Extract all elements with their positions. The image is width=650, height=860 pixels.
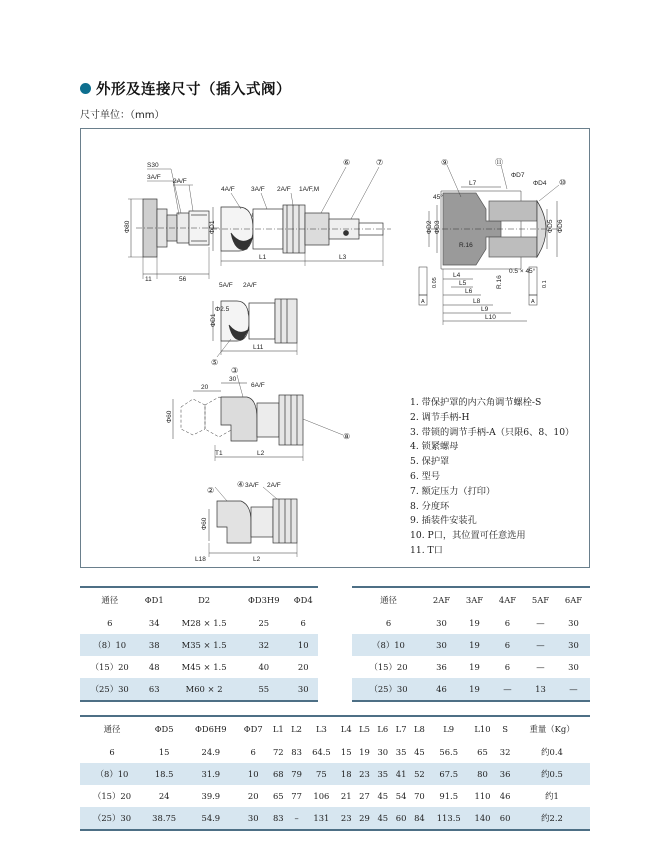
- table-cell: 55: [239, 678, 288, 701]
- callout-11: ⑪: [495, 158, 503, 167]
- table-header-cell: 3AF: [458, 587, 491, 612]
- table-cell: 15: [340, 747, 352, 757]
- callout-4: ④: [237, 480, 245, 489]
- legend-item: 7. 额定压力（打印）: [410, 485, 496, 497]
- table-cell: 45: [377, 791, 389, 801]
- table-cell: 39.9: [201, 791, 221, 801]
- table-header-cell: ΦD5: [144, 716, 184, 741]
- cavity-section-view: [419, 165, 561, 325]
- table-header-row: [352, 587, 590, 612]
- table-cell: （8）10: [80, 634, 139, 656]
- table-cell: 35: [374, 763, 392, 785]
- table-cell: 19: [359, 747, 370, 757]
- table-cell: 约0.4: [541, 747, 563, 757]
- callout-9: ⑨: [441, 158, 449, 167]
- table-row: [80, 741, 590, 763]
- table-cell: 38: [139, 634, 169, 656]
- title-row: [80, 78, 291, 99]
- table-cell: 19: [458, 634, 491, 656]
- bullet-dot-icon: [80, 83, 91, 94]
- label-l7: L7: [469, 180, 477, 187]
- table-header-cell: S: [496, 716, 514, 741]
- table-header-cell: L6: [374, 716, 392, 741]
- table-cell: （25）30: [80, 807, 144, 830]
- table-cell: 110: [474, 791, 491, 801]
- table-cell: 38.75: [144, 807, 184, 830]
- table-cell: 30: [425, 634, 458, 656]
- legend-item: 8. 分度环: [410, 500, 450, 512]
- table-cell: 56.5: [439, 747, 459, 757]
- label-l3: L3: [339, 254, 347, 261]
- label-6af: 6A/F: [251, 382, 265, 389]
- table-cell: 41: [392, 763, 410, 785]
- table-row: [352, 634, 590, 656]
- table-cell: （15）20: [90, 662, 129, 672]
- table-header-cell: L8: [410, 716, 428, 741]
- table-header-cell: 4AF: [491, 587, 524, 612]
- label-2af-b: 2A/F: [277, 186, 291, 193]
- label-tol-a: A: [421, 299, 425, 305]
- table-cell: 60: [392, 807, 410, 830]
- table-cell: 13: [524, 678, 557, 701]
- dimension-table-1: [80, 586, 318, 702]
- table-cell: 20: [247, 791, 259, 801]
- table-row: [352, 656, 590, 678]
- label-phi25: Φ2.5: [215, 306, 230, 313]
- legend-item: 5. 保护罩: [410, 456, 450, 468]
- table-cell: 131: [306, 807, 337, 830]
- unit-label: 尺寸单位：（mm）: [80, 110, 165, 121]
- label-tol-a2: A: [531, 299, 535, 305]
- table-cell: 19: [469, 662, 480, 672]
- table-cell: 31.9: [184, 763, 237, 785]
- table-cell: 54: [395, 791, 407, 801]
- label-l1: L1: [259, 254, 267, 261]
- table-cell: –: [287, 807, 305, 830]
- table-cell: —: [491, 678, 524, 701]
- table-cell: 34: [148, 618, 160, 628]
- label-phid5: ΦD5: [547, 219, 554, 233]
- table-cell: 140: [469, 807, 496, 830]
- callout-8: ⑧: [343, 432, 351, 441]
- table-header-cell: L10: [469, 716, 496, 741]
- table-cell: 10: [288, 634, 318, 656]
- table-cell: 32: [499, 747, 511, 757]
- table-cell: （25）30: [352, 678, 425, 701]
- label-3af-b: 3A/F: [251, 186, 265, 193]
- table-header-cell: 6AF: [557, 587, 590, 612]
- table-cell: （8）10: [80, 763, 144, 785]
- label-phi60-b: Φ60: [201, 517, 208, 530]
- table-header-cell: L7: [392, 716, 410, 741]
- table-cell: 70: [414, 791, 425, 801]
- parts-legend: [410, 396, 574, 559]
- callout-3: ③: [231, 366, 239, 375]
- label-5af: 5A/F: [219, 282, 233, 289]
- label-56: 56: [179, 276, 187, 283]
- table-cell: 21: [340, 791, 352, 801]
- table-cell: 29: [355, 807, 373, 830]
- table-cell: 约0.5: [514, 763, 590, 785]
- callout-2: ②: [207, 486, 215, 495]
- table-cell: 83: [291, 747, 302, 757]
- legend-item: 2. 调节手柄-H: [410, 411, 470, 423]
- table-row: [352, 678, 590, 701]
- label-r16b: R.16: [496, 275, 503, 289]
- table-cell: —: [524, 634, 557, 656]
- label-phid7: ΦD7: [511, 172, 525, 179]
- table-header-cell: 通径: [80, 587, 139, 612]
- page-title: 外形及连接尺寸（插入式阀）: [96, 82, 291, 98]
- table-header-cell: 通径: [80, 716, 144, 741]
- table-header-cell: L9: [429, 716, 469, 741]
- legend-item: 3. 带锁的调节手柄-A（只限6、8、10）: [410, 426, 575, 438]
- table-cell: —: [557, 678, 590, 701]
- label-phi60: Φ60: [166, 410, 173, 423]
- table-cell: 18: [337, 763, 355, 785]
- table-cell: 约1: [545, 791, 559, 801]
- table-cell: 6: [109, 747, 115, 757]
- callout-10: ⑩: [559, 178, 567, 187]
- table-cell: 91.5: [439, 791, 459, 801]
- label-45deg: 45°: [433, 194, 443, 201]
- table-header-cell: 2AF: [425, 587, 458, 612]
- legend-item: 11. T口: [410, 544, 443, 556]
- label-l8: L8: [473, 298, 481, 305]
- table-cell: 52: [410, 763, 428, 785]
- table-cell: 106: [313, 791, 330, 801]
- label-chamfer: 0.5 × 45°: [509, 268, 536, 275]
- label-3af-c: 3A/F: [245, 482, 259, 489]
- label-l18: L18: [195, 556, 206, 563]
- table-cell: （8）10: [352, 634, 425, 656]
- table-cell: 30: [237, 807, 269, 830]
- callout-5: ⑤: [211, 358, 219, 367]
- table-cell: 6: [250, 747, 256, 757]
- knob-handle-view: [209, 487, 297, 557]
- table-header-row: [80, 716, 590, 741]
- table-cell: 30: [568, 618, 579, 628]
- table-header-cell: D2: [169, 587, 239, 612]
- table-cell: 6: [107, 618, 113, 628]
- label-phid1: ΦD1: [209, 220, 216, 234]
- table-header-row: [80, 587, 318, 612]
- table-cell: 6: [491, 634, 524, 656]
- table-row: [80, 785, 590, 807]
- label-s30: S30: [147, 162, 159, 169]
- table-cell: 27: [359, 791, 370, 801]
- table-cell: 40: [258, 662, 270, 672]
- table-cell: 75: [306, 763, 337, 785]
- label-3af: 3A/F: [147, 174, 161, 181]
- table-cell: 18.5: [144, 763, 184, 785]
- table-cell: 80: [469, 763, 496, 785]
- flange-side-view: [128, 169, 221, 279]
- table-header-cell: L4: [337, 716, 355, 741]
- table-cell: 约2.2: [514, 807, 590, 830]
- valve-main-view: [211, 167, 391, 266]
- legend-item: 1. 带保护罩的内六角调节螺栓-S: [410, 397, 542, 408]
- label-tol-005: 0.05: [432, 277, 438, 288]
- callout-7: ⑦: [376, 158, 384, 167]
- table-cell: 30: [568, 662, 579, 672]
- table-cell: 6: [504, 618, 511, 628]
- table-cell: 30: [557, 634, 590, 656]
- table-cell: 20: [297, 662, 309, 672]
- table-cell: 46: [499, 791, 511, 801]
- label-2af-c: 2A/F: [243, 282, 257, 289]
- table-cell: 24: [158, 791, 170, 801]
- table-header-cell: ΦD6H9: [184, 716, 237, 741]
- table-cell: 65: [477, 747, 488, 757]
- legend-item: 4. 锁紧螺母: [410, 441, 459, 453]
- table-header-cell: ΦD7: [237, 716, 269, 741]
- table-cell: 23: [337, 807, 355, 830]
- table-cell: 77: [291, 791, 302, 801]
- table-cell: M28 × 1.5: [181, 618, 227, 628]
- table-row: [352, 612, 590, 634]
- label-l11: L11: [253, 344, 264, 351]
- table-cell: 45: [374, 807, 392, 830]
- label-30: 30: [229, 376, 237, 383]
- label-l2: L2: [257, 450, 265, 457]
- table-row: [80, 634, 318, 656]
- table-cell: 25: [258, 618, 270, 628]
- table-row: [80, 763, 590, 785]
- table-cell: 83: [269, 807, 287, 830]
- table-cell: —: [536, 662, 545, 672]
- table-cell: （25）30: [80, 678, 139, 701]
- table-cell: 36: [436, 662, 447, 672]
- dimension-table-2: [352, 586, 590, 702]
- table-header-cell: 5AF: [524, 587, 557, 612]
- table-cell: 67.5: [429, 763, 469, 785]
- label-11: 11: [145, 276, 152, 283]
- table-cell: 35: [395, 747, 407, 757]
- table-cell: 30: [377, 747, 389, 757]
- label-l2-b: L2: [253, 556, 261, 563]
- label-phi80: Φ80: [124, 220, 131, 233]
- table-cell: 46: [425, 678, 458, 701]
- table-cell: M45 × 1.5: [181, 662, 227, 672]
- label-20: 20: [201, 384, 209, 391]
- label-tol-01: 0.1: [542, 280, 548, 288]
- legend-item: 6. 型号: [410, 470, 441, 482]
- table-cell: 68: [269, 763, 287, 785]
- label-2af-d: 2A/F: [267, 482, 281, 489]
- table-row: [80, 678, 318, 701]
- table-header-cell: L1: [269, 716, 287, 741]
- table-cell: 6: [385, 618, 392, 628]
- table-cell: 45: [414, 747, 425, 757]
- table-cell: 30: [436, 618, 447, 628]
- legend-item: 10. P口，其位置可任意选用: [410, 530, 526, 542]
- table-cell: 72: [272, 747, 284, 757]
- label-r16: R.16: [459, 242, 473, 249]
- table-cell: 63: [139, 678, 169, 701]
- legend-item: 9. 插装件安装孔: [410, 515, 477, 527]
- table-row: [80, 807, 590, 830]
- table-cell: 65: [272, 791, 284, 801]
- table-row: [80, 612, 318, 634]
- table-header-cell: 重量（Kg）: [514, 716, 590, 741]
- dimension-table-3: [80, 715, 590, 831]
- table-header-cell: ΦD1: [139, 587, 169, 612]
- table-cell: 32: [239, 634, 288, 656]
- label-phid4: ΦD4: [533, 180, 547, 187]
- table-header-cell: L3: [306, 716, 337, 741]
- table-cell: 23: [355, 763, 373, 785]
- label-4af: 4A/F: [221, 186, 235, 193]
- table-cell: 113.5: [429, 807, 469, 830]
- label-2af: 2A/F: [173, 178, 187, 185]
- table-cell: 48: [148, 662, 160, 672]
- label-l5: L5: [459, 280, 467, 287]
- table-header-cell: ΦD3H9: [239, 587, 288, 612]
- label-l4: L4: [453, 272, 461, 279]
- table-header-cell: 通径: [352, 587, 425, 612]
- label-t1: T1: [215, 450, 223, 457]
- table-cell: M35 × 1.5: [169, 634, 239, 656]
- table-cell: 6: [300, 618, 306, 628]
- table-cell: 64.5: [312, 747, 331, 757]
- table-cell: 54.9: [184, 807, 237, 830]
- table-cell: 19: [469, 618, 480, 628]
- table-row: [80, 656, 318, 678]
- label-phid3: ΦD3: [434, 220, 441, 234]
- table-header-cell: L2: [287, 716, 305, 741]
- table-cell: M60 × 2: [169, 678, 239, 701]
- table-cell: 79: [287, 763, 305, 785]
- table-cell: 30: [288, 678, 318, 701]
- table-header-cell: L5: [355, 716, 373, 741]
- label-l9: L9: [481, 306, 489, 313]
- table-cell: 15: [158, 747, 170, 757]
- table-cell: 24.9: [201, 747, 221, 757]
- table-cell: （15）20: [369, 662, 408, 672]
- table-cell: 19: [458, 678, 491, 701]
- table-cell: 84: [410, 807, 428, 830]
- label-1af: 1A/F,M: [299, 186, 320, 193]
- table-cell: 60: [496, 807, 514, 830]
- table-cell: 10: [237, 763, 269, 785]
- table-cell: 36: [496, 763, 514, 785]
- callout-6: ⑥: [343, 158, 351, 167]
- label-l10: L10: [485, 314, 496, 321]
- label-phid1-b: ΦD1: [210, 313, 217, 327]
- label-phid2: ΦD2: [426, 220, 433, 234]
- table-cell: —: [536, 618, 545, 628]
- label-l6: L6: [465, 288, 473, 295]
- table-cell: （15）20: [92, 791, 132, 801]
- table-header-cell: ΦD4: [288, 587, 318, 612]
- label-phid6: ΦD6: [557, 219, 564, 233]
- table-cell: 6: [504, 662, 511, 672]
